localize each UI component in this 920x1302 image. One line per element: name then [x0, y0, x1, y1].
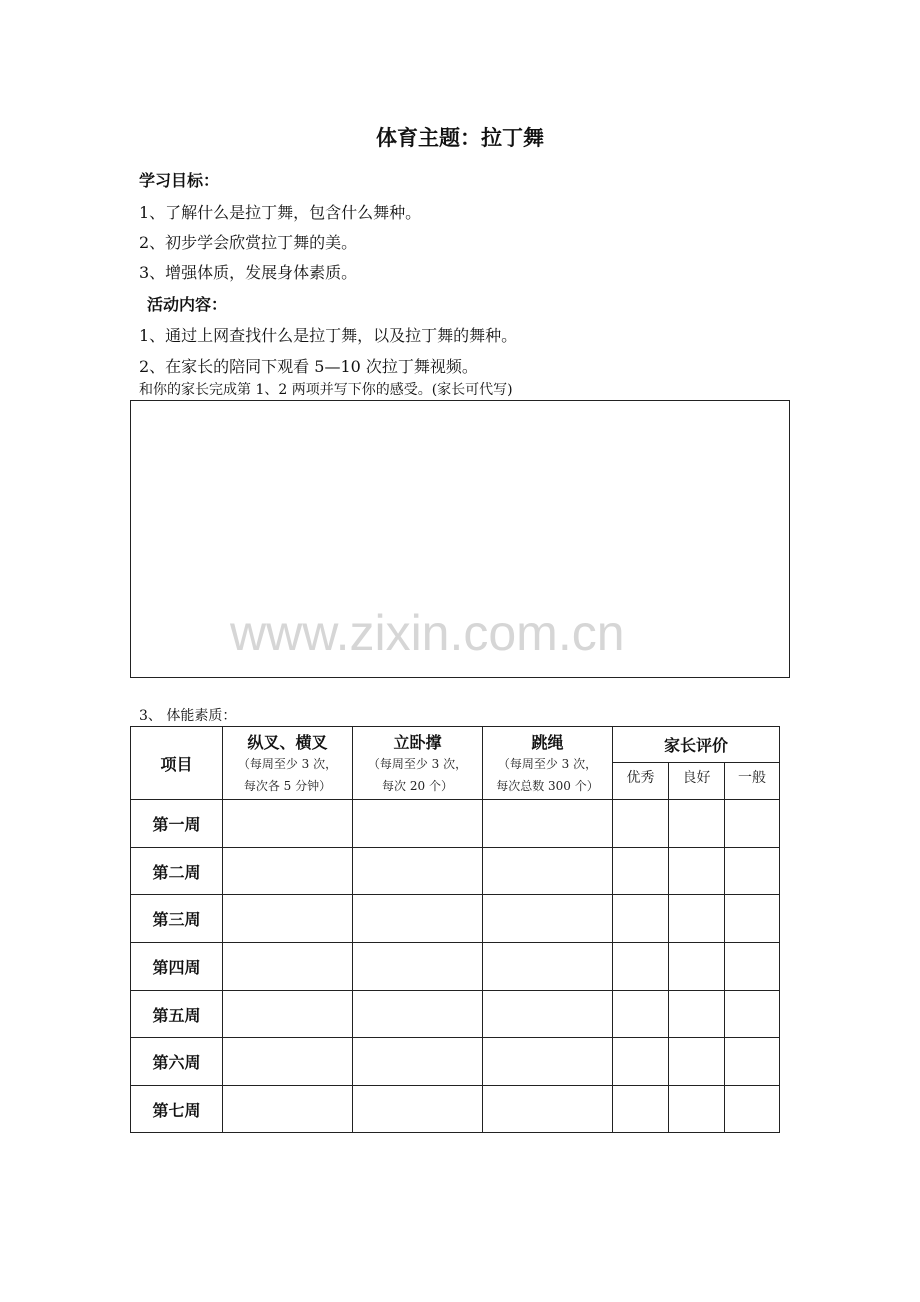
- table-cell[interactable]: [223, 1038, 353, 1086]
- table-cell[interactable]: [353, 991, 483, 1038]
- table-cell[interactable]: [483, 943, 613, 991]
- table-row: [131, 1038, 780, 1086]
- reflection-prompt: 和你的家长完成第 1、2 两项并写下你的感受。(家长可代写): [139, 382, 513, 398]
- table-cell[interactable]: [725, 1038, 780, 1086]
- table-cell[interactable]: [353, 943, 483, 991]
- table-cell[interactable]: [613, 943, 669, 991]
- table-cell[interactable]: [223, 943, 353, 991]
- table-cell[interactable]: [223, 800, 353, 848]
- table-cell[interactable]: [669, 800, 725, 848]
- header-parent-eval: 家长评价: [613, 727, 780, 763]
- eval-excellent: 优秀: [613, 763, 669, 800]
- page-title: 体育主题：拉丁舞: [376, 126, 544, 150]
- goals-heading: 学习目标：: [139, 171, 220, 190]
- table-cell[interactable]: [223, 991, 353, 1038]
- table-cell[interactable]: [353, 1038, 483, 1086]
- column-note: （每周至少 3 次，: [367, 756, 468, 771]
- table-cell[interactable]: [613, 895, 669, 943]
- table-cell[interactable]: [353, 848, 483, 895]
- table-cell[interactable]: [725, 848, 780, 895]
- goal-item: 1、了解什么是拉丁舞，包含什么舞种。: [139, 203, 422, 222]
- table-row: [131, 848, 780, 895]
- table-cell[interactable]: [669, 943, 725, 991]
- fitness-heading: 3、 体能素质：: [139, 708, 237, 724]
- table-cell[interactable]: [483, 991, 613, 1038]
- table-cell[interactable]: [613, 848, 669, 895]
- week-label: 第四周: [131, 943, 223, 991]
- activity-item: 1、通过上网查找什么是拉丁舞，以及拉丁舞的舞种。: [139, 326, 518, 345]
- table-row: [131, 895, 780, 943]
- column-note: 每次各 5 分钟）: [243, 778, 332, 793]
- table-cell[interactable]: [725, 895, 780, 943]
- table-cell[interactable]: [483, 848, 613, 895]
- table-row: [131, 800, 780, 848]
- eval-average: 一般: [725, 763, 780, 800]
- table-cell[interactable]: [613, 991, 669, 1038]
- header-splits: [223, 727, 353, 800]
- table-cell[interactable]: [725, 943, 780, 991]
- column-note: （每周至少 3 次，: [237, 756, 338, 771]
- table-row: [131, 991, 780, 1038]
- table-cell[interactable]: [725, 991, 780, 1038]
- watermark: www.zixin.com.cn: [230, 605, 625, 661]
- table-cell[interactable]: [669, 848, 725, 895]
- table-cell[interactable]: [669, 1086, 725, 1133]
- column-note: 每次总数 300 个）: [496, 778, 599, 793]
- table-row: [131, 1086, 780, 1133]
- column-name: 立卧撑: [393, 732, 442, 752]
- week-label: 第一周: [131, 800, 223, 848]
- column-note: 每次 20 个）: [382, 778, 453, 793]
- activity-item: 2、在家长的陪同下观看 5—10 次拉丁舞视频。: [139, 357, 478, 376]
- table-cell[interactable]: [613, 1086, 669, 1133]
- activities-heading: 活动内容：: [147, 295, 228, 314]
- column-name: 纵叉、横叉: [247, 732, 328, 752]
- table-cell[interactable]: [223, 848, 353, 895]
- table-cell[interactable]: [223, 895, 353, 943]
- table-cell[interactable]: [483, 800, 613, 848]
- table-cell[interactable]: [483, 1086, 613, 1133]
- table-cell[interactable]: [353, 895, 483, 943]
- column-name: 跳绳: [531, 732, 564, 752]
- table-cell[interactable]: [669, 991, 725, 1038]
- table-cell[interactable]: [669, 895, 725, 943]
- column-note: （每周至少 3 次，: [497, 756, 598, 771]
- table-cell[interactable]: [613, 800, 669, 848]
- table-cell[interactable]: [353, 1086, 483, 1133]
- eval-good: 良好: [669, 763, 725, 800]
- table-cell[interactable]: [725, 800, 780, 848]
- table-cell[interactable]: [353, 800, 483, 848]
- week-label: 第三周: [131, 895, 223, 943]
- table-cell[interactable]: [483, 1038, 613, 1086]
- header-item: 项目: [131, 727, 223, 800]
- table-cell[interactable]: [223, 1086, 353, 1133]
- table-cell[interactable]: [483, 895, 613, 943]
- goal-item: 2、初步学会欣赏拉丁舞的美。: [139, 233, 358, 252]
- table-cell[interactable]: [669, 1038, 725, 1086]
- table-cell[interactable]: [725, 1086, 780, 1133]
- week-label: 第七周: [131, 1086, 223, 1133]
- goal-item: 3、增强体质，发展身体素质。: [139, 263, 358, 282]
- table-cell[interactable]: [613, 1038, 669, 1086]
- table-row: [131, 943, 780, 991]
- fitness-table: [130, 726, 780, 1133]
- header-jump-rope: [483, 727, 613, 800]
- week-label: 第六周: [131, 1038, 223, 1086]
- week-label: 第二周: [131, 848, 223, 895]
- header-burpees: [353, 727, 483, 800]
- week-label: 第五周: [131, 991, 223, 1038]
